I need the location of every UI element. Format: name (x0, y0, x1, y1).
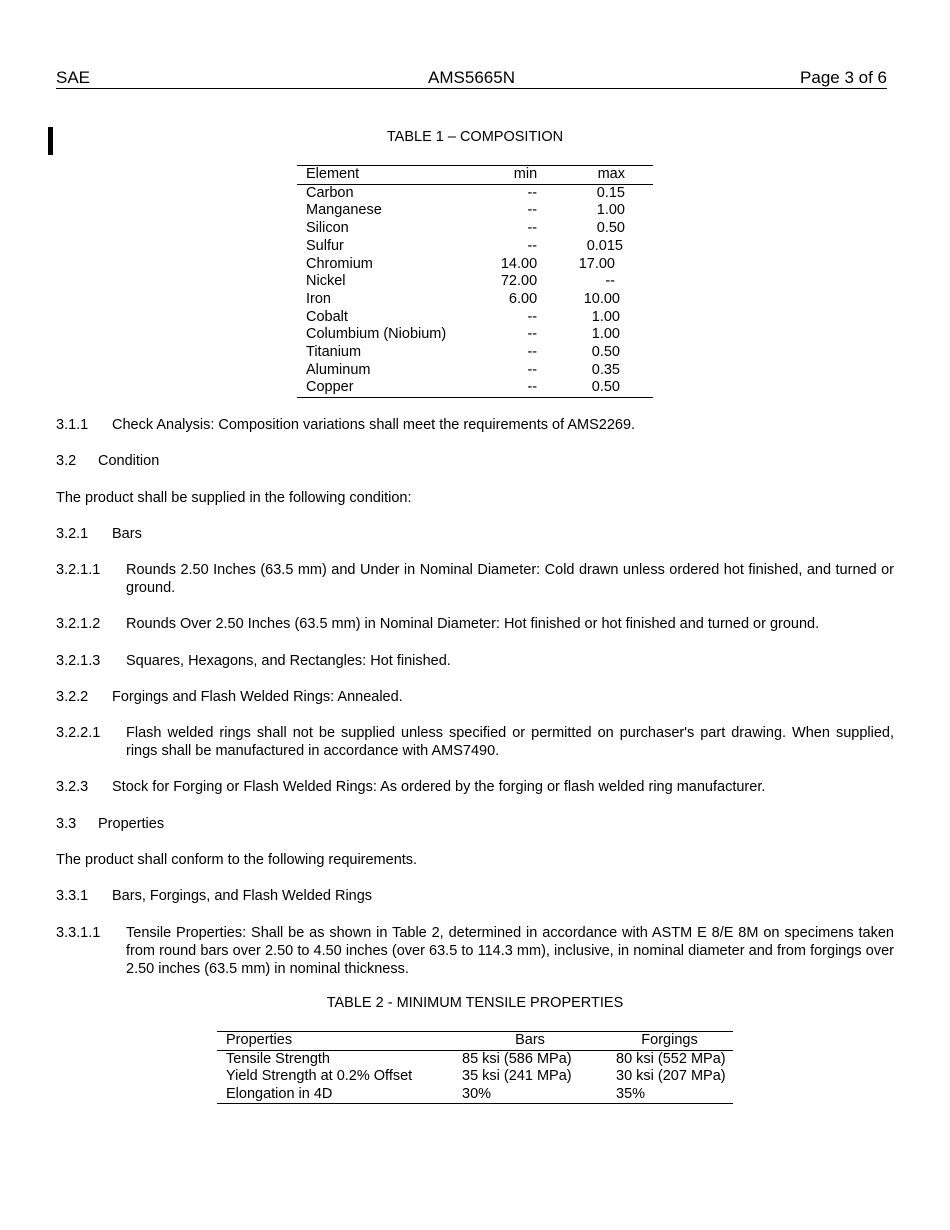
table-cell: -- (479, 379, 537, 397)
section-heading: Condition (98, 453, 160, 469)
table-row (217, 1086, 733, 1104)
tensile-properties-table (217, 1031, 733, 1104)
table-cell: 30 ksi (207 MPa) (616, 1068, 726, 1084)
section-heading: Properties (98, 816, 165, 832)
column-header: Bars (454, 1032, 606, 1051)
table-cell: -- (527, 202, 538, 219)
table-cell: Cobalt (306, 308, 348, 325)
table-cell: 72.00 (500, 273, 538, 290)
table-cell: Yield Strength at 0.2% Offset (226, 1068, 413, 1084)
table-header-row (297, 166, 653, 185)
column-header: Element (297, 166, 479, 185)
section-number: 3.2.1.1 (56, 562, 101, 578)
table-cell: Silicon (306, 220, 349, 237)
section-number: 3.2.2 (56, 689, 89, 705)
section-text: The product shall conform to the following requirements. (56, 852, 418, 868)
section-number: 3.3.1 (56, 888, 89, 904)
table-cell: Manganese (306, 202, 382, 219)
table-cell: 0.35 (591, 361, 620, 378)
section-number: 3.2.3 (56, 779, 89, 795)
section-number: 3.3 (56, 816, 77, 832)
table-cell: Copper (297, 379, 479, 397)
table-row (297, 326, 653, 344)
table-cell: -- (527, 220, 538, 237)
table-cell: Nickel (306, 273, 346, 290)
table-row (297, 379, 653, 397)
header-org: SAE (56, 68, 91, 87)
table-row (297, 202, 653, 220)
table-cell: Columbium (Niobium) (306, 326, 447, 343)
table-cell: -- (527, 308, 538, 325)
table-cell: -- (527, 237, 538, 254)
table-cell: 6.00 (508, 290, 538, 307)
table-cell: 0.50 (591, 344, 620, 361)
table-cell: 35 ksi (241 MPa) (462, 1068, 572, 1084)
table-cell: Titanium (306, 344, 362, 361)
composition-table (297, 165, 653, 398)
table-cell: 0.015 (586, 237, 623, 254)
section-number: 3.2.1.3 (56, 653, 101, 669)
table-cell: 0.15 (596, 184, 625, 201)
table-row (297, 220, 653, 238)
table-cell: 14.00 (500, 255, 538, 272)
section-number: 3.3.1.1 (56, 925, 101, 941)
column-header: max (537, 166, 653, 185)
column-header: min (479, 166, 537, 185)
section-3-2-1-1 (56, 561, 894, 599)
table-cell: 10.00 (583, 290, 620, 307)
section-text: Flash welded rings shall not be supplied unless specified or permitted on purchaser's part drawing. When supplied, rings shall be manufactured in accordance with AMS7490. (126, 725, 894, 759)
table-cell: 80 ksi (552 MPa) (616, 1050, 726, 1067)
section-text: Stock for Forging or Flash Welded Rings: As ordered by the forging or flash welded ring manufacturer. (112, 779, 766, 795)
table-cell: -- (527, 326, 538, 343)
table-cell: 0.50 (596, 220, 625, 237)
section-text: The product shall be supplied in the following condition: (56, 490, 412, 506)
table-cell: -- (527, 361, 538, 378)
section-text: Squares, Hexagons, and Rectangles: Hot finished. (126, 653, 451, 669)
section-text: Rounds 2.50 Inches (63.5 mm) and Under in Nominal Diameter: Cold drawn unless ordered hot finished, and turned or ground. (126, 562, 894, 596)
table-cell: 1.00 (596, 202, 625, 219)
table-row (297, 362, 653, 380)
column-header: Properties (217, 1032, 454, 1051)
table-cell: -- (527, 344, 538, 361)
table-row (217, 1068, 733, 1086)
section-number: 3.2.2.1 (56, 725, 101, 741)
table-row (217, 1050, 733, 1068)
table-cell: Sulfur (306, 237, 344, 254)
column-header: Forgings (606, 1032, 733, 1051)
table-row (297, 238, 653, 256)
table-row (297, 309, 653, 327)
section-number: 3.2.1 (56, 526, 89, 542)
section-number: 3.2.1.2 (56, 616, 101, 632)
table-cell: -- (605, 273, 615, 290)
table-cell: Carbon (306, 184, 354, 201)
table-header-row (217, 1032, 733, 1051)
table-cell: 1.00 (591, 326, 620, 343)
table-row (297, 273, 653, 291)
section-text: Check Analysis: Composition variations shall meet the requirements of AMS2269. (112, 417, 636, 433)
section-heading: Bars, Forgings, and Flash Welded Rings (112, 888, 373, 904)
table-cell: Elongation in 4D (217, 1086, 454, 1104)
table1-caption: TABLE 1 – COMPOSITION (386, 129, 564, 145)
page-header (56, 68, 887, 89)
table-cell: 1.00 (591, 308, 620, 325)
section-text: Rounds Over 2.50 Inches (63.5 mm) in Nominal Diameter: Hot finished or hot finished and turned or ground. (126, 616, 820, 632)
table-row (297, 256, 653, 274)
section-text: Forgings and Flash Welded Rings: Annealed. (112, 689, 403, 705)
header-page-number: Page 3 of 6 (800, 68, 887, 87)
table-cell: 0.50 (537, 379, 653, 397)
table-cell: Iron (306, 290, 331, 307)
table-row (297, 291, 653, 309)
table-cell: -- (527, 184, 538, 201)
table-cell: 17.00 (578, 255, 615, 272)
section-text: Tensile Properties: Shall be as shown in Table 2, determined in accordance with ASTM E 8/E 8M on specimens taken from round bars over 2.50 to 4.50 inches (over 63.5 to 114.3 mm), inclusive, in nominal diameter and from forgings over 2.50 inches (63.5 mm) in nominal thickness. (126, 925, 894, 977)
table-cell: 30% (454, 1086, 606, 1104)
section-number: 3.1.1 (56, 417, 89, 433)
table-row (297, 344, 653, 362)
table-cell: Tensile Strength (226, 1050, 330, 1067)
section-3-2-2-1 (56, 724, 894, 762)
table-cell: Aluminum (306, 361, 371, 378)
table-cell: 35% (606, 1086, 733, 1104)
table-row (297, 184, 653, 202)
section-number: 3.2 (56, 453, 77, 469)
section-3-3-1-1 (56, 924, 894, 980)
table-cell: Chromium (306, 255, 373, 272)
table2-caption: TABLE 2 - MINIMUM TENSILE PROPERTIES (326, 995, 624, 1011)
table-cell: 85 ksi (586 MPa) (462, 1050, 572, 1067)
header-doc-number: AMS5665N (428, 68, 515, 87)
section-heading: Bars (112, 526, 142, 542)
